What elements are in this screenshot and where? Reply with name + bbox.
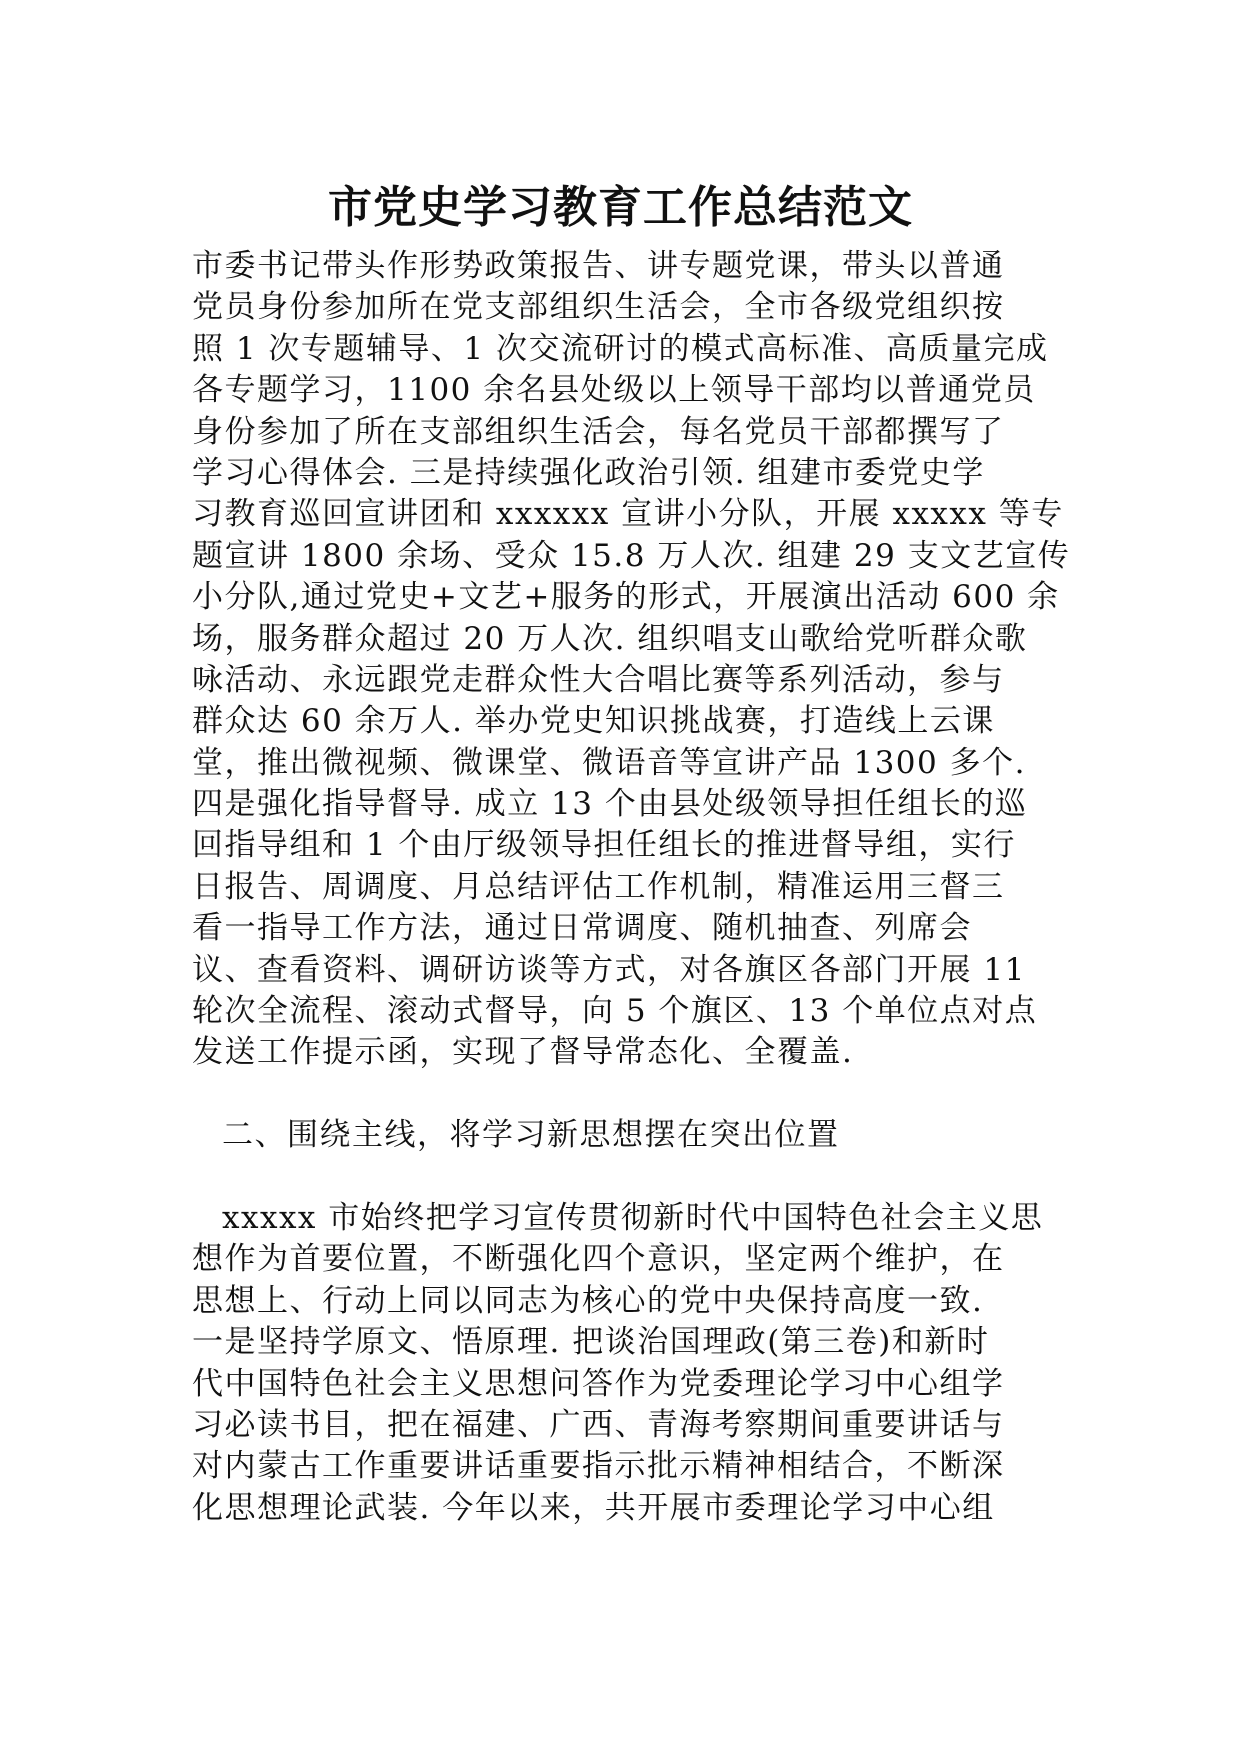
paragraph-line: 市委书记带头作形势政策报告、讲专题党课，带头以普通 (192, 248, 1005, 284)
paragraph-line: 思想上、行动上同以同志为核心的党中央保持高度一致. (192, 1282, 984, 1319)
paragraph-line: 堂，推出微视频、微课堂、微语音等宣讲产品 1300 多个. (192, 744, 1026, 781)
paragraph-line: 小分队,通过党史+文艺+服务的形式，开展演出活动 600 余 (192, 579, 1060, 616)
paragraph-line: 日报告、周调度、月总结评估工作机制，精准运用三督三 (192, 868, 1005, 905)
paragraph-line: 咏活动、永远跟党走群众性大合唱比赛等系列活动，参与 (192, 661, 1005, 698)
paragraph-spacer (192, 1157, 1052, 1198)
paragraph-line: 四是强化指导督导. 成立 13 个由县处级领导担任组长的巡 (192, 786, 1028, 823)
paragraph-line: 党员身份参加所在党支部组织生活会，全市各级党组织按 (192, 289, 1005, 326)
paragraph-line: 题宣讲 1800 余场、受众 15.8 万人次. 组建 29 支文艺宣传 (192, 537, 1071, 574)
paragraph-line: 群众达 60 余万人. 举办党史知识挑战赛，打造线上云课 (192, 703, 995, 740)
paragraph-line: 身份参加了所在支部组织生活会，每名党员干部都撰写了 (192, 413, 1005, 450)
paragraph-line: 看一指导工作方法，通过日常调度、随机抽查、列席会 (192, 910, 972, 947)
paragraph-line: 轮次全流程、滚动式督导，向 5 个旗区、13 个单位点对点 (192, 993, 1038, 1030)
paragraph-line: 对内蒙古工作重要讲话重要指示批示精神相结合，不断深 (192, 1448, 1005, 1485)
paragraph-line: 照 1 次专题辅导、1 次交流研讨的模式高标准、高质量完成 (192, 330, 1049, 367)
page-title: 市党史学习教育工作总结范文 (328, 182, 913, 233)
paragraph-line: 学习心得体会. 三是持续强化政治引领. 组建市委党史学 (192, 454, 985, 491)
paragraph-line: 一是坚持学原文、悟原理. 把谈治国理政(第三卷)和新时 (192, 1324, 990, 1361)
paragraph-line: 代中国特色社会主义思想问答作为党委理论学习中心组学 (192, 1365, 1005, 1402)
paragraph-line: 场，服务群众超过 20 万人次. 组织唱支山歌给党听群众歌 (192, 620, 1028, 657)
paragraph-line: 发送工作提示函，实现了督导常态化、全覆盖. (192, 1034, 854, 1071)
paragraph-line: 回指导组和 1 个由厅级领导担任组长的推进督导组，实行 (192, 827, 1016, 864)
section-heading: 二、围绕主线，将学习新思想摆在突出位置 (222, 1117, 840, 1154)
paragraph-spacer (192, 1074, 1052, 1115)
paragraph-line: 各专题学习，1100 余名县处级以上领导干部均以普通党员 (192, 372, 1036, 409)
paragraph-line: xxxxx 市始终把学习宣传贯彻新时代中国特色社会主义思 (222, 1199, 1044, 1236)
paragraph-line: 习必读书目，把在福建、广西、青海考察期间重要讲话与 (192, 1406, 1005, 1443)
paragraph-line: 习教育巡回宣讲团和 xxxxxx 宣讲小分队，开展 xxxxx 等专 (192, 496, 1064, 533)
paragraph-line: 化思想理论武装. 今年以来，共开展市委理论学习中心组 (192, 1489, 995, 1526)
paragraph-line: 想作为首要位置，不断强化四个意识，坚定两个维护，在 (192, 1241, 1005, 1278)
paragraph-line: 议、查看资料、调研访谈等方式，对各旗区各部门开展 11 (192, 951, 1026, 988)
document-body (192, 246, 1071, 1529)
